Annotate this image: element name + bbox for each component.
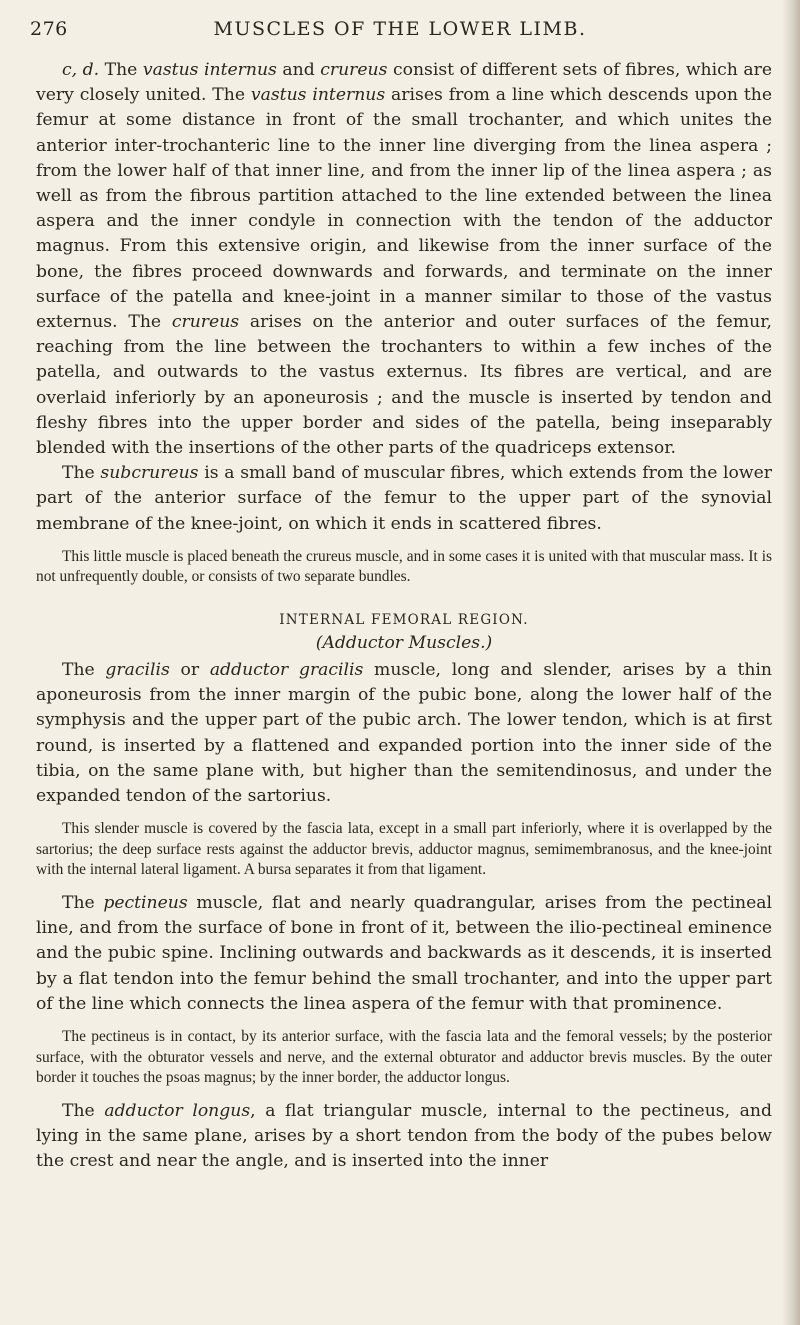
text-run: muscle, long and slender, arises by a thin aponeurosis from the inner margin of the pubic bone, along the lower half of the symphysis and the upper part of the pubic arch. The lower tendon, which is at first round, is inserted by a flattened and expanded portion into the inner side of the tibia, on the same plane with, but higher than the semitendinosus, and under the expanded tendon of the sartorius.	[36, 660, 772, 807]
page-edge-shadow	[782, 0, 800, 1325]
text-run: consist of different sets of fibres, which are very closely united. The	[36, 60, 772, 106]
text-run: , a flat triangular muscle, internal to the pectineus, and lying in the same plane, arises by a short tendon from the body of the pubes below the crest and near the angle, and is inserted into the inner	[36, 1100, 772, 1172]
text-run: is a small band of muscular fibres, which extends from the lower part of the anterior surface of the femur to the upper part of the synovial membrane of the knee-joint, on which it ends in scattered fibres.	[36, 463, 773, 534]
text-run: The	[62, 1100, 105, 1121]
term-gracilis: gracilis	[105, 660, 170, 681]
paragraph-vastus-internus-crureus	[36, 58, 772, 461]
text-run: The	[99, 60, 143, 80]
running-head: MUSCLES OF THE LOWER LIMB.	[213, 18, 587, 40]
paragraph-subcrureus	[36, 461, 772, 537]
term-pectineus: pectineus	[103, 893, 188, 914]
note-gracilis: This slender muscle is covered by the fascia lata, except in a small part inferiorly, where it is overlapped by the sartorius; the deep surface rests against the adductor brevis, adductor magnus, semimembranosus, and the knee-joint with the internal lateral ligament. A bursa separates it from that ligament.	[36, 820, 772, 879]
paragraph-gracilis	[36, 658, 772, 809]
term-crureus: crureus	[171, 312, 240, 333]
note-subcrureus: This little muscle is placed beneath the crureus muscle, and in some cases it is united with that muscular mass. It is not unfrequently double, or consists of two separate bundles.	[36, 547, 772, 586]
body-text	[36, 58, 772, 1174]
text-run: and	[276, 60, 321, 80]
text-run: The	[62, 893, 104, 914]
paragraph-adductor-longus	[36, 1099, 772, 1175]
text-run: or	[169, 660, 210, 681]
page-number: 276	[30, 18, 68, 40]
term-crureus: crureus	[320, 60, 388, 80]
text-run: The	[62, 463, 101, 484]
paragraph-pectineus	[36, 891, 772, 1017]
term-vastus-internus: vastus internus	[250, 85, 386, 106]
item-letters: c, d.	[62, 60, 100, 80]
term-adductor-longus: adductor longus	[104, 1100, 251, 1121]
text-run: muscle, flat and nearly quadrangular, arises from the pectineal line, and from the surface of bone in front of it, between the ilio-pectineal eminence and the pubic spine. Inclining outwards and backwards as it descends, it is inserted by a flat tendon into the femur behind the small trochanter, and into the upper part of the line which connects the linea aspera of the femur with that prominence.	[36, 893, 772, 1014]
text-run: arises on the anterior and outer surfaces of the femur, reaching from the line between the trochanters to within a few inches of the patella, and outwards to the vastus externus. Its fibres are vertical, and are overlaid inferiorly by an aponeurosis ; and the muscle is inserted by tendon and fleshy fibres into the upper border and sides of the patella, being inseparably blended with the insertions of the other parts of the quadriceps extensor.	[36, 312, 772, 459]
text-run: The	[62, 660, 106, 681]
term-adductor-gracilis: adductor gracilis	[209, 660, 364, 681]
text-run: arises from a line which descends upon the femur at some distance in front of the small trochanter, and which unites the anterior inter-trochanteric line to the inner line diverging from the linea aspera ; from the lower half of that inner line, and from the inner lip of the linea aspera ; as well as from the fibrous partition attached to the line extended between the linea aspera and the inner condyle in connection with the tendon of the adductor magnus. From this extensive origin, and likewise from the inner surface of the bone, the fibres proceed downwards and forwards, and terminate on the inner surface of the patella and knee-joint in a manner similar to those of the vastus externus. The	[36, 85, 772, 333]
term-subcrureus: subcrureus	[100, 463, 199, 484]
section-subheading: (Adductor Muscles.)	[315, 633, 493, 654]
page-header	[30, 18, 770, 44]
note-pectineus: The pectineus is in contact, by its anterior surface, with the fascia lata and the femoral vessels; by the posterior surface, with the obturator vessels and nerve, and the external obturator and adductor brevis muscles. By the outer border it touches the psoas magnus; by the inner border, the adductor longus.	[36, 1028, 772, 1087]
term-vastus-internus: vastus internus	[142, 60, 277, 80]
section-heading: INTERNAL FEMORAL REGION.	[279, 612, 529, 629]
